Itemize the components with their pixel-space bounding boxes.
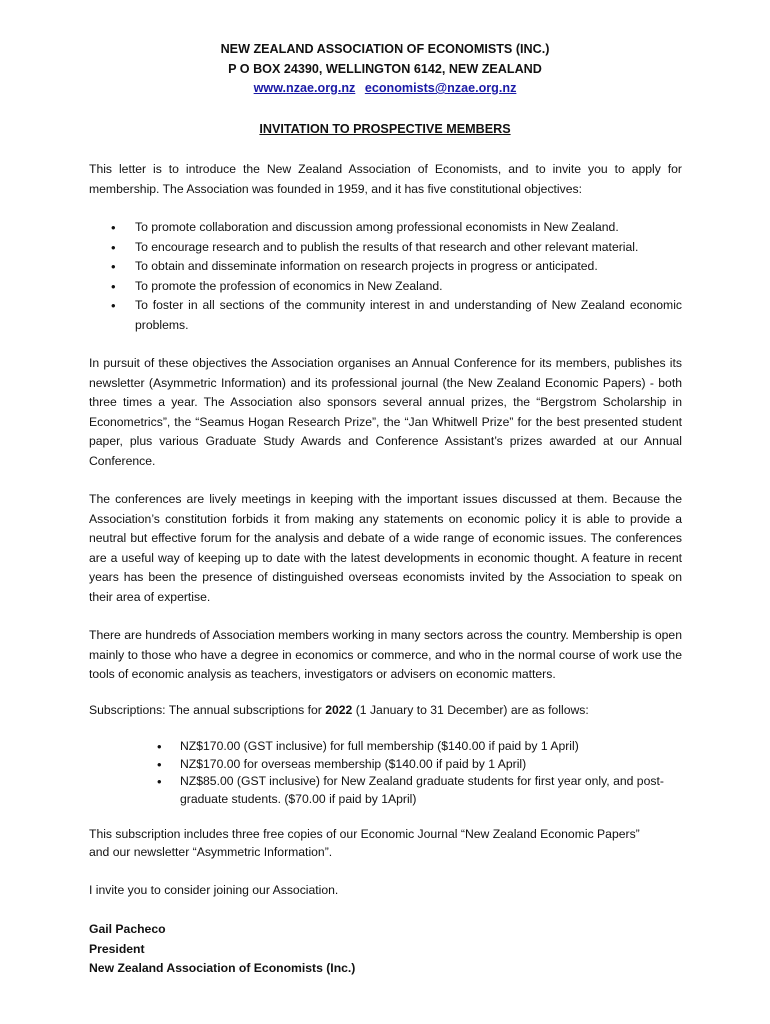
list-item: • NZ$170.00 for overseas membership ($140.00 if paid by 1 April) bbox=[89, 756, 682, 774]
list-item: • To foster in all sections of the community interest in and understanding of New Zealand economic problems. bbox=[89, 296, 682, 335]
letter-title: INVITATION TO PROSPECTIVE MEMBERS bbox=[259, 122, 511, 136]
list-item: • To promote the profession of economics in New Zealand. bbox=[89, 277, 682, 297]
subscriptions-intro: Subscriptions: The annual subscriptions for 2022 (1 January to 31 December) are as follows: bbox=[89, 703, 589, 717]
email-link[interactable]: economists@nzae.org.nz bbox=[364, 81, 517, 95]
list-item: • To obtain and disseminate information on research projects in progress or anticipated. bbox=[89, 257, 682, 277]
members-paragraph: There are hundreds of Association members working in many sectors across the country. Membership is open mainly to those who have a degree in economics or commerce, and who in the normal course of work use the tools of economic analysis as teachers, investigators or advisers on economic matters. bbox=[89, 628, 682, 681]
invitation-line: I invite you to consider joining our Association. bbox=[89, 883, 339, 897]
signatory-organisation: New Zealand Association of Economists (Inc.) bbox=[89, 961, 356, 975]
list-item: • NZ$85.00 (GST inclusive) for New Zealand graduate students for first year only, and post-graduate students. ($70.00 if paid by 1April) bbox=[89, 773, 682, 808]
contact-links bbox=[0, 79, 770, 99]
subscription-includes: This subscription includes three free copies of our Economic Journal “New Zealand Economic Papers” and our newsletter “Asymmetric Information”. bbox=[89, 827, 640, 859]
signatory-name: Gail Pacheco bbox=[89, 922, 166, 936]
signature-block bbox=[89, 920, 355, 979]
signatory-role: President bbox=[89, 941, 145, 956]
postal-address: P O BOX 24390, WELLINGTON 6142, NEW ZEALAND bbox=[228, 61, 542, 76]
association-name: NEW ZEALAND ASSOCIATION OF ECONOMISTS (INC.) bbox=[220, 42, 550, 56]
activities-paragraph: In pursuit of these objectives the Association organises an Annual Conference for its members, publishes its newsletter (Asymmetric Information) and its professional journal (the New Zealand Economic Papers) - both three times a year. The Association also sponsors several annual prizes, the “Bergstrom Scholarship in Econometrics”, the “Seamus Hogan Research Prize”, the “Jan Whitwell Prize” for the best presented student paper, plus various Graduate Study Awards and Conference Assistant’s prizes awarded at our Annual Conference. bbox=[89, 356, 682, 468]
subscriptions-list bbox=[89, 738, 682, 808]
website-link[interactable]: www.nzae.org.nz bbox=[253, 81, 356, 95]
conferences-paragraph: The conferences are lively meetings in keeping with the important issues discussed at them. Because the Association’s constitution forbids it from making any statements on economic policy it is able to provide a neutral but effective forum for the analysis and debate of a wide range of economic issues. The conferences are a useful way of keeping up to date with the latest developments in economic thought. A feature in recent years has been the presence of distinguished overseas economists invited by the Association to speak on their area of expertise. bbox=[89, 492, 682, 604]
subscription-year: 2022 bbox=[325, 703, 353, 717]
list-item: • To promote collaboration and discussion among professional economists in New Zealand. bbox=[89, 218, 682, 238]
letterhead bbox=[0, 40, 770, 99]
objectives-list bbox=[89, 218, 682, 335]
intro-paragraph: This letter is to introduce the New Zealand Association of Economists, and to invite you to apply for membership. The Association was founded in 1959, and it has five constitutional objectives: bbox=[89, 162, 682, 196]
list-item: • NZ$170.00 (GST inclusive) for full membership ($140.00 if paid by 1 April) bbox=[89, 738, 682, 756]
list-item: • To encourage research and to publish the results of that research and other relevant material. bbox=[89, 238, 682, 258]
